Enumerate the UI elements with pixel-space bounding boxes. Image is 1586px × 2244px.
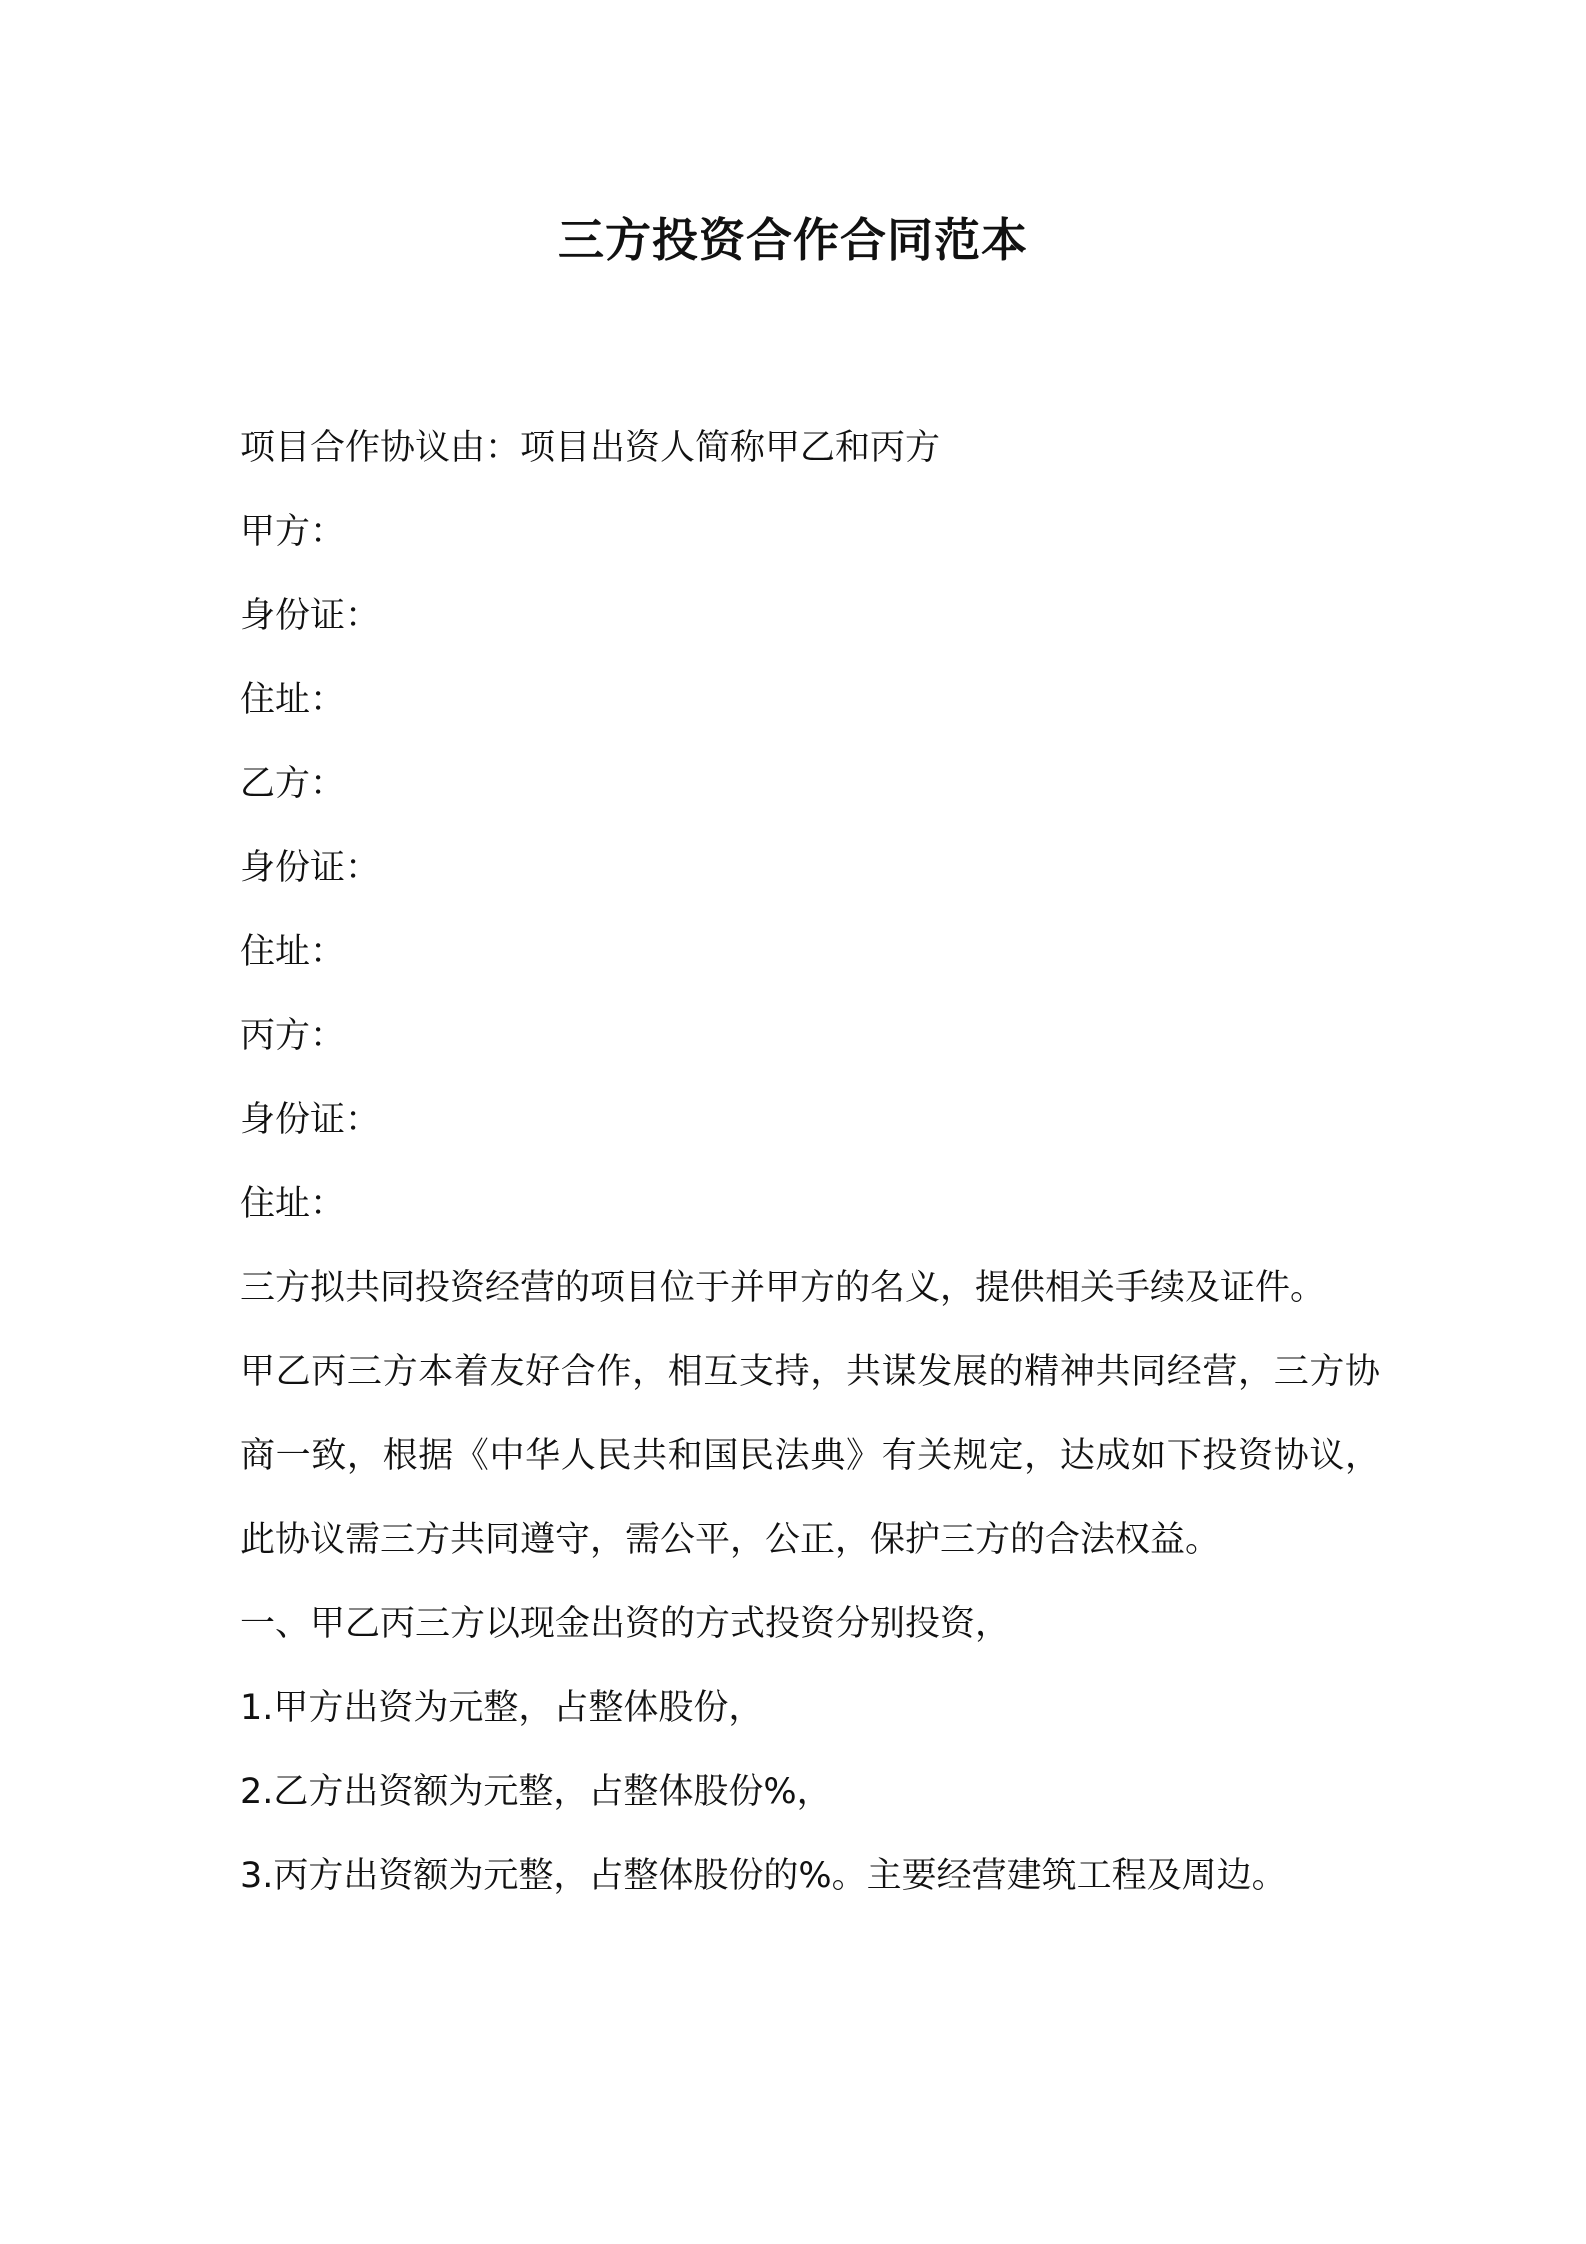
party-a-name-label: 甲方： [240,512,346,552]
document-body [240,406,1380,1918]
party-b-id-label: 身份证： [240,848,381,888]
clause-2: 2.乙方出资额为元整，占整体股份%， [240,1772,832,1812]
party-a-id-label: 身份证： [240,596,381,636]
section-one-heading: 一、甲乙丙三方以现金出资的方式投资分别投资， [240,1604,1011,1644]
party-a-address-label: 住址： [240,680,346,720]
document-title: 三方投资合作合同范本 [558,213,1028,267]
party-c-id-label: 身份证： [240,1100,381,1140]
intro-line: 项目合作协议由：项目出资人简称甲乙和丙方 [240,428,941,468]
party-c-address-label: 住址： [240,1184,346,1224]
party-b-name-label: 乙方： [240,764,346,804]
party-c-name-label: 丙方： [240,1016,346,1056]
principle-paragraph: 甲乙丙三方本着友好合作，相互支持，共谋发展的精神共同经营，三方协商一致，根据《中华人民共和国民法典》有关规定，达成如下投资协议，此协议需三方共同遵守，需公平，公正，保护三方的合法权益。 [240,1352,1380,1560]
location-statement: 三方拟共同投资经营的项目位于并甲方的名义，提供相关手续及证件。 [240,1268,1326,1308]
party-b-address-label: 住址： [240,932,346,972]
clause-3: 3.丙方出资额为元整，占整体股份的%。主要经营建筑工程及周边。 [240,1856,1287,1896]
clause-1: 1.甲方出资为元整，占整体股份， [240,1688,764,1728]
